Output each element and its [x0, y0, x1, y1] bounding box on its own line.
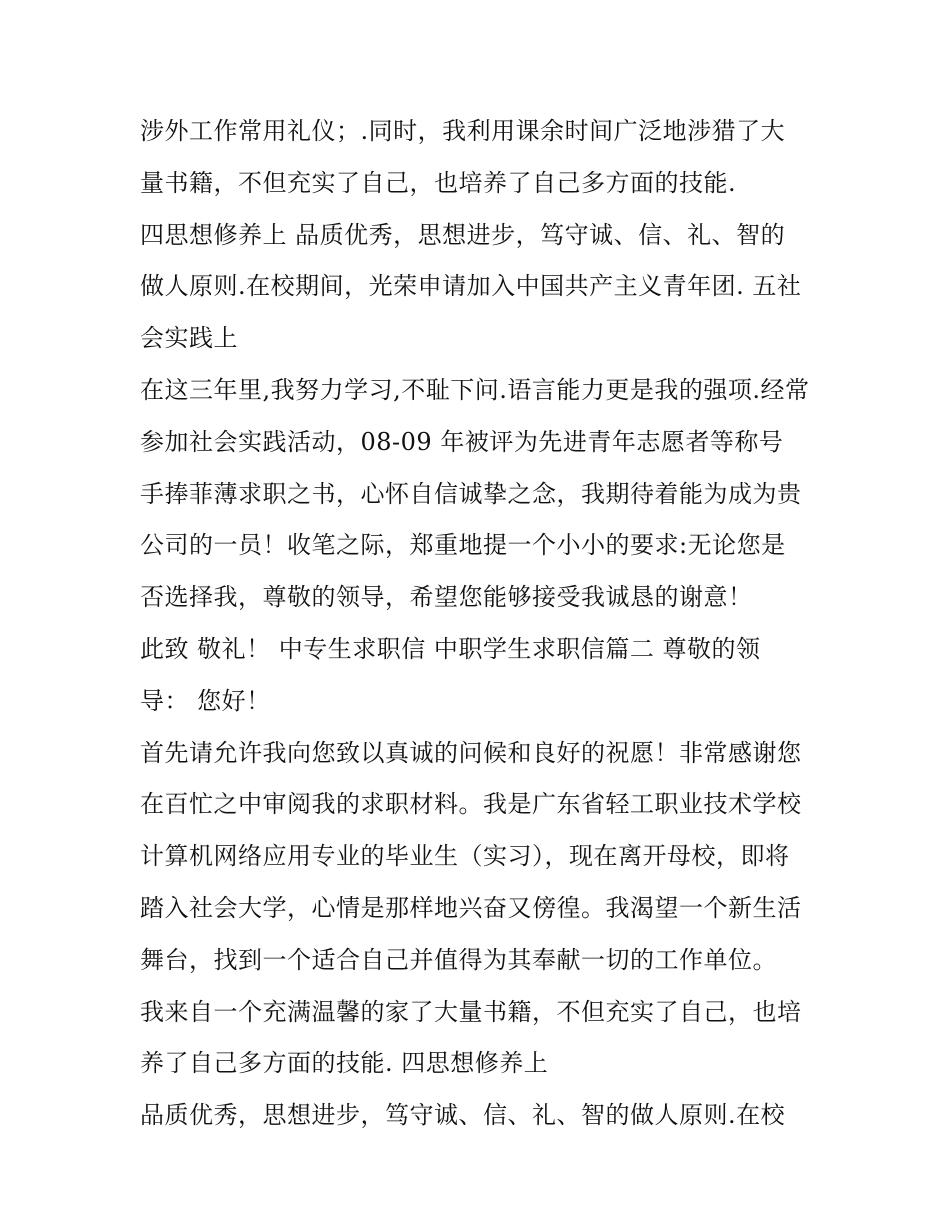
text-line: 四思想修养上 品质优秀，思想进步，笃守诚、信、礼、智的	[140, 220, 786, 249]
text-line: 品质优秀，思想进步，笃守诚、信、礼、智的做人原则.在校	[140, 1101, 786, 1130]
text-line: 做人原则.在校期间，光荣申请加入中国共产主义青年团. 五社	[140, 272, 802, 301]
text-line: 踏入社会大学，心情是那样地兴奋又傍徨。我渴望一个新生活	[140, 893, 802, 922]
text-line: 参加社会实践活动，08-09 年被评为先进青年志愿者等称号	[140, 427, 784, 456]
text-line: 在百忙之中审阅我的求职材料。我是广东省轻工职业技术学校	[140, 790, 802, 819]
text-line: 量书籍，不但充实了自己，也培养了自己多方面的技能.	[140, 168, 737, 197]
document-body	[140, 106, 830, 1142]
text-line: 在这三年里,我努力学习,不耻下问.语言能力更是我的强项.经常	[140, 375, 810, 404]
text-line: 首先请允许我向您致以真诚的问候和良好的祝愿！非常感谢您	[140, 738, 802, 767]
text-line: 会实践上	[140, 324, 238, 353]
text-line: 养了自己多方面的技能. 四思想修养上	[140, 1049, 549, 1078]
text-line: 否选择我，尊敬的领导，希望您能够接受我诚恳的谢意！	[140, 583, 753, 612]
text-line: 涉外工作常用礼仪；.同时，我利用课余时间广泛地涉猎了大	[140, 117, 786, 145]
text-line: 公司的一员！收笔之际，郑重地提一个小小的要求:无论您是	[140, 531, 786, 560]
text-line: 手捧菲薄求职之书，心怀自信诚挚之念，我期待着能为成为贵	[140, 479, 802, 508]
text-line: 我来自一个充满温馨的家了大量书籍，不但充实了自己，也培	[140, 997, 802, 1026]
text-line: 导： 您好！	[140, 686, 271, 715]
text-line: 舞台，找到一个适合自己并值得为其奉献一切的工作单位。	[140, 945, 777, 974]
text-line: 计算机网络应用专业的毕业生（实习），现在离开母校，即将	[140, 842, 790, 871]
text-line: 此致 敬礼！ 中专生求职信 中职学生求职信篇二 尊敬的领	[140, 634, 761, 663]
